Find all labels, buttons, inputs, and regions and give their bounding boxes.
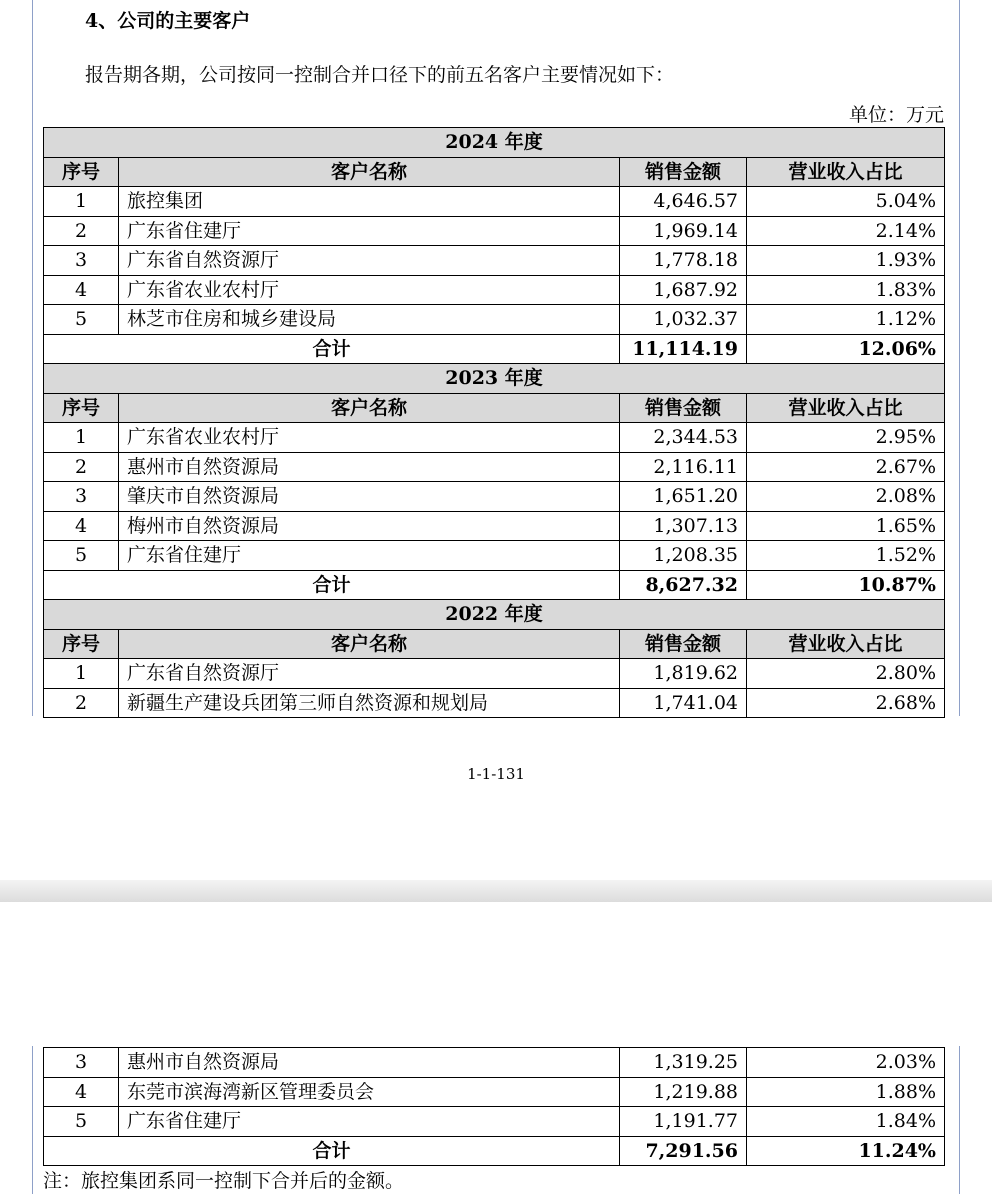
row-ratio: 2.14% [747,216,945,246]
row-no: 5 [44,1107,119,1137]
row-name: 惠州市自然资源局 [119,452,620,482]
row-amount: 1,778.18 [620,246,747,276]
row-no: 3 [44,1048,119,1078]
row-no: 4 [44,511,119,541]
page-number: 1-1-131 [467,765,525,783]
row-ratio: 1.12% [747,305,945,335]
total-label: 合计 [44,334,620,364]
row-amount: 2,116.11 [620,452,747,482]
row-name: 广东省农业农村厅 [119,423,620,453]
row-ratio: 5.04% [747,187,945,217]
row-name: 广东省自然资源厅 [119,659,620,689]
row-amount: 1,969.14 [620,216,747,246]
row-no: 2 [44,688,119,718]
row-name: 肇庆市自然资源局 [119,482,620,512]
row-amount: 1,032.37 [620,305,747,335]
year-header-2024: 2024 年度 [44,128,945,158]
row-name: 新疆生产建设兵团第三师自然资源和规划局 [119,688,620,718]
table-row [44,659,945,689]
table-row [44,541,945,571]
table-row [44,216,945,246]
row-name: 惠州市自然资源局 [119,1048,620,1078]
column-header-row [44,157,945,187]
intro-text: 报告期各期，公司按同一控制合并口径下的前五名客户主要情况如下： [85,64,675,86]
row-name: 广东省住建厅 [119,1107,620,1137]
total-label: 合计 [44,1136,620,1166]
row-name: 广东省农业农村厅 [119,275,620,305]
row-amount: 1,687.92 [620,275,747,305]
col-no: 序号 [44,157,119,187]
row-name: 旅控集团 [119,187,620,217]
row-name: 梅州市自然资源局 [119,511,620,541]
page-break-separator [0,880,992,902]
row-ratio: 2.95% [747,423,945,453]
total-row-2023 [44,570,945,600]
row-amount: 1,307.13 [620,511,747,541]
col-ratio: 营业收入占比 [747,393,945,423]
footnote: 注：旅控集团系同一控制下合并后的金额。 [43,1170,405,1192]
row-name: 东莞市滨海湾新区管理委员会 [119,1077,620,1107]
row-no: 5 [44,305,119,335]
col-amount: 销售金额 [620,629,747,659]
row-name: 广东省住建厅 [119,541,620,571]
unit-label: 单位：万元 [848,104,944,126]
row-no: 3 [44,482,119,512]
col-ratio: 营业收入占比 [747,629,945,659]
row-no: 4 [44,275,119,305]
row-ratio: 1.88% [747,1077,945,1107]
row-amount: 1,219.88 [620,1077,747,1107]
row-ratio: 2.08% [747,482,945,512]
row-amount: 1,208.35 [620,541,747,571]
table-row [44,305,945,335]
row-no: 1 [44,187,119,217]
col-name: 客户名称 [119,393,620,423]
row-no: 1 [44,659,119,689]
table-row [44,187,945,217]
total-ratio: 11.24% [747,1136,945,1166]
row-name: 林芝市住房和城乡建设局 [119,305,620,335]
row-amount: 4,646.57 [620,187,747,217]
total-amount: 8,627.32 [620,570,747,600]
col-amount: 销售金额 [620,393,747,423]
total-ratio: 10.87% [747,570,945,600]
row-no: 5 [44,541,119,571]
row-ratio: 2.67% [747,452,945,482]
col-amount: 销售金额 [620,157,747,187]
total-amount: 11,114.19 [620,334,747,364]
row-name: 广东省住建厅 [119,216,620,246]
column-header-row [44,393,945,423]
total-ratio: 12.06% [747,334,945,364]
table-row [44,452,945,482]
row-ratio: 1.65% [747,511,945,541]
row-ratio: 1.83% [747,275,945,305]
row-amount: 2,344.53 [620,423,747,453]
row-no: 2 [44,216,119,246]
row-amount: 1,191.77 [620,1107,747,1137]
table-row [44,423,945,453]
column-header-row [44,629,945,659]
col-ratio: 营业收入占比 [747,157,945,187]
table-row [44,1048,945,1078]
col-name: 客户名称 [119,157,620,187]
row-ratio: 2.80% [747,659,945,689]
row-amount: 1,741.04 [620,688,747,718]
row-ratio: 1.52% [747,541,945,571]
table-row [44,511,945,541]
total-label: 合计 [44,570,620,600]
year-header-2023: 2023 年度 [44,364,945,394]
year-header-2022: 2022 年度 [44,600,945,630]
table-row [44,482,945,512]
row-no: 1 [44,423,119,453]
table-row [44,275,945,305]
row-ratio: 2.03% [747,1048,945,1078]
table-row [44,688,945,718]
col-no: 序号 [44,393,119,423]
table-row [44,1077,945,1107]
total-row-2022 [44,1136,945,1166]
table-row [44,1107,945,1137]
customer-table-page1 [43,127,945,718]
row-no: 3 [44,246,119,276]
row-ratio: 1.84% [747,1107,945,1137]
table-row [44,246,945,276]
section-title: 4、公司的主要客户 [85,10,251,32]
row-name: 广东省自然资源厅 [119,246,620,276]
row-amount: 1,319.25 [620,1048,747,1078]
row-ratio: 2.68% [747,688,945,718]
row-amount: 1,651.20 [620,482,747,512]
total-amount: 7,291.56 [620,1136,747,1166]
col-name: 客户名称 [119,629,620,659]
customer-table-page2 [43,1047,945,1166]
row-no: 4 [44,1077,119,1107]
col-no: 序号 [44,629,119,659]
total-row-2024 [44,334,945,364]
row-amount: 1,819.62 [620,659,747,689]
row-no: 2 [44,452,119,482]
row-ratio: 1.93% [747,246,945,276]
